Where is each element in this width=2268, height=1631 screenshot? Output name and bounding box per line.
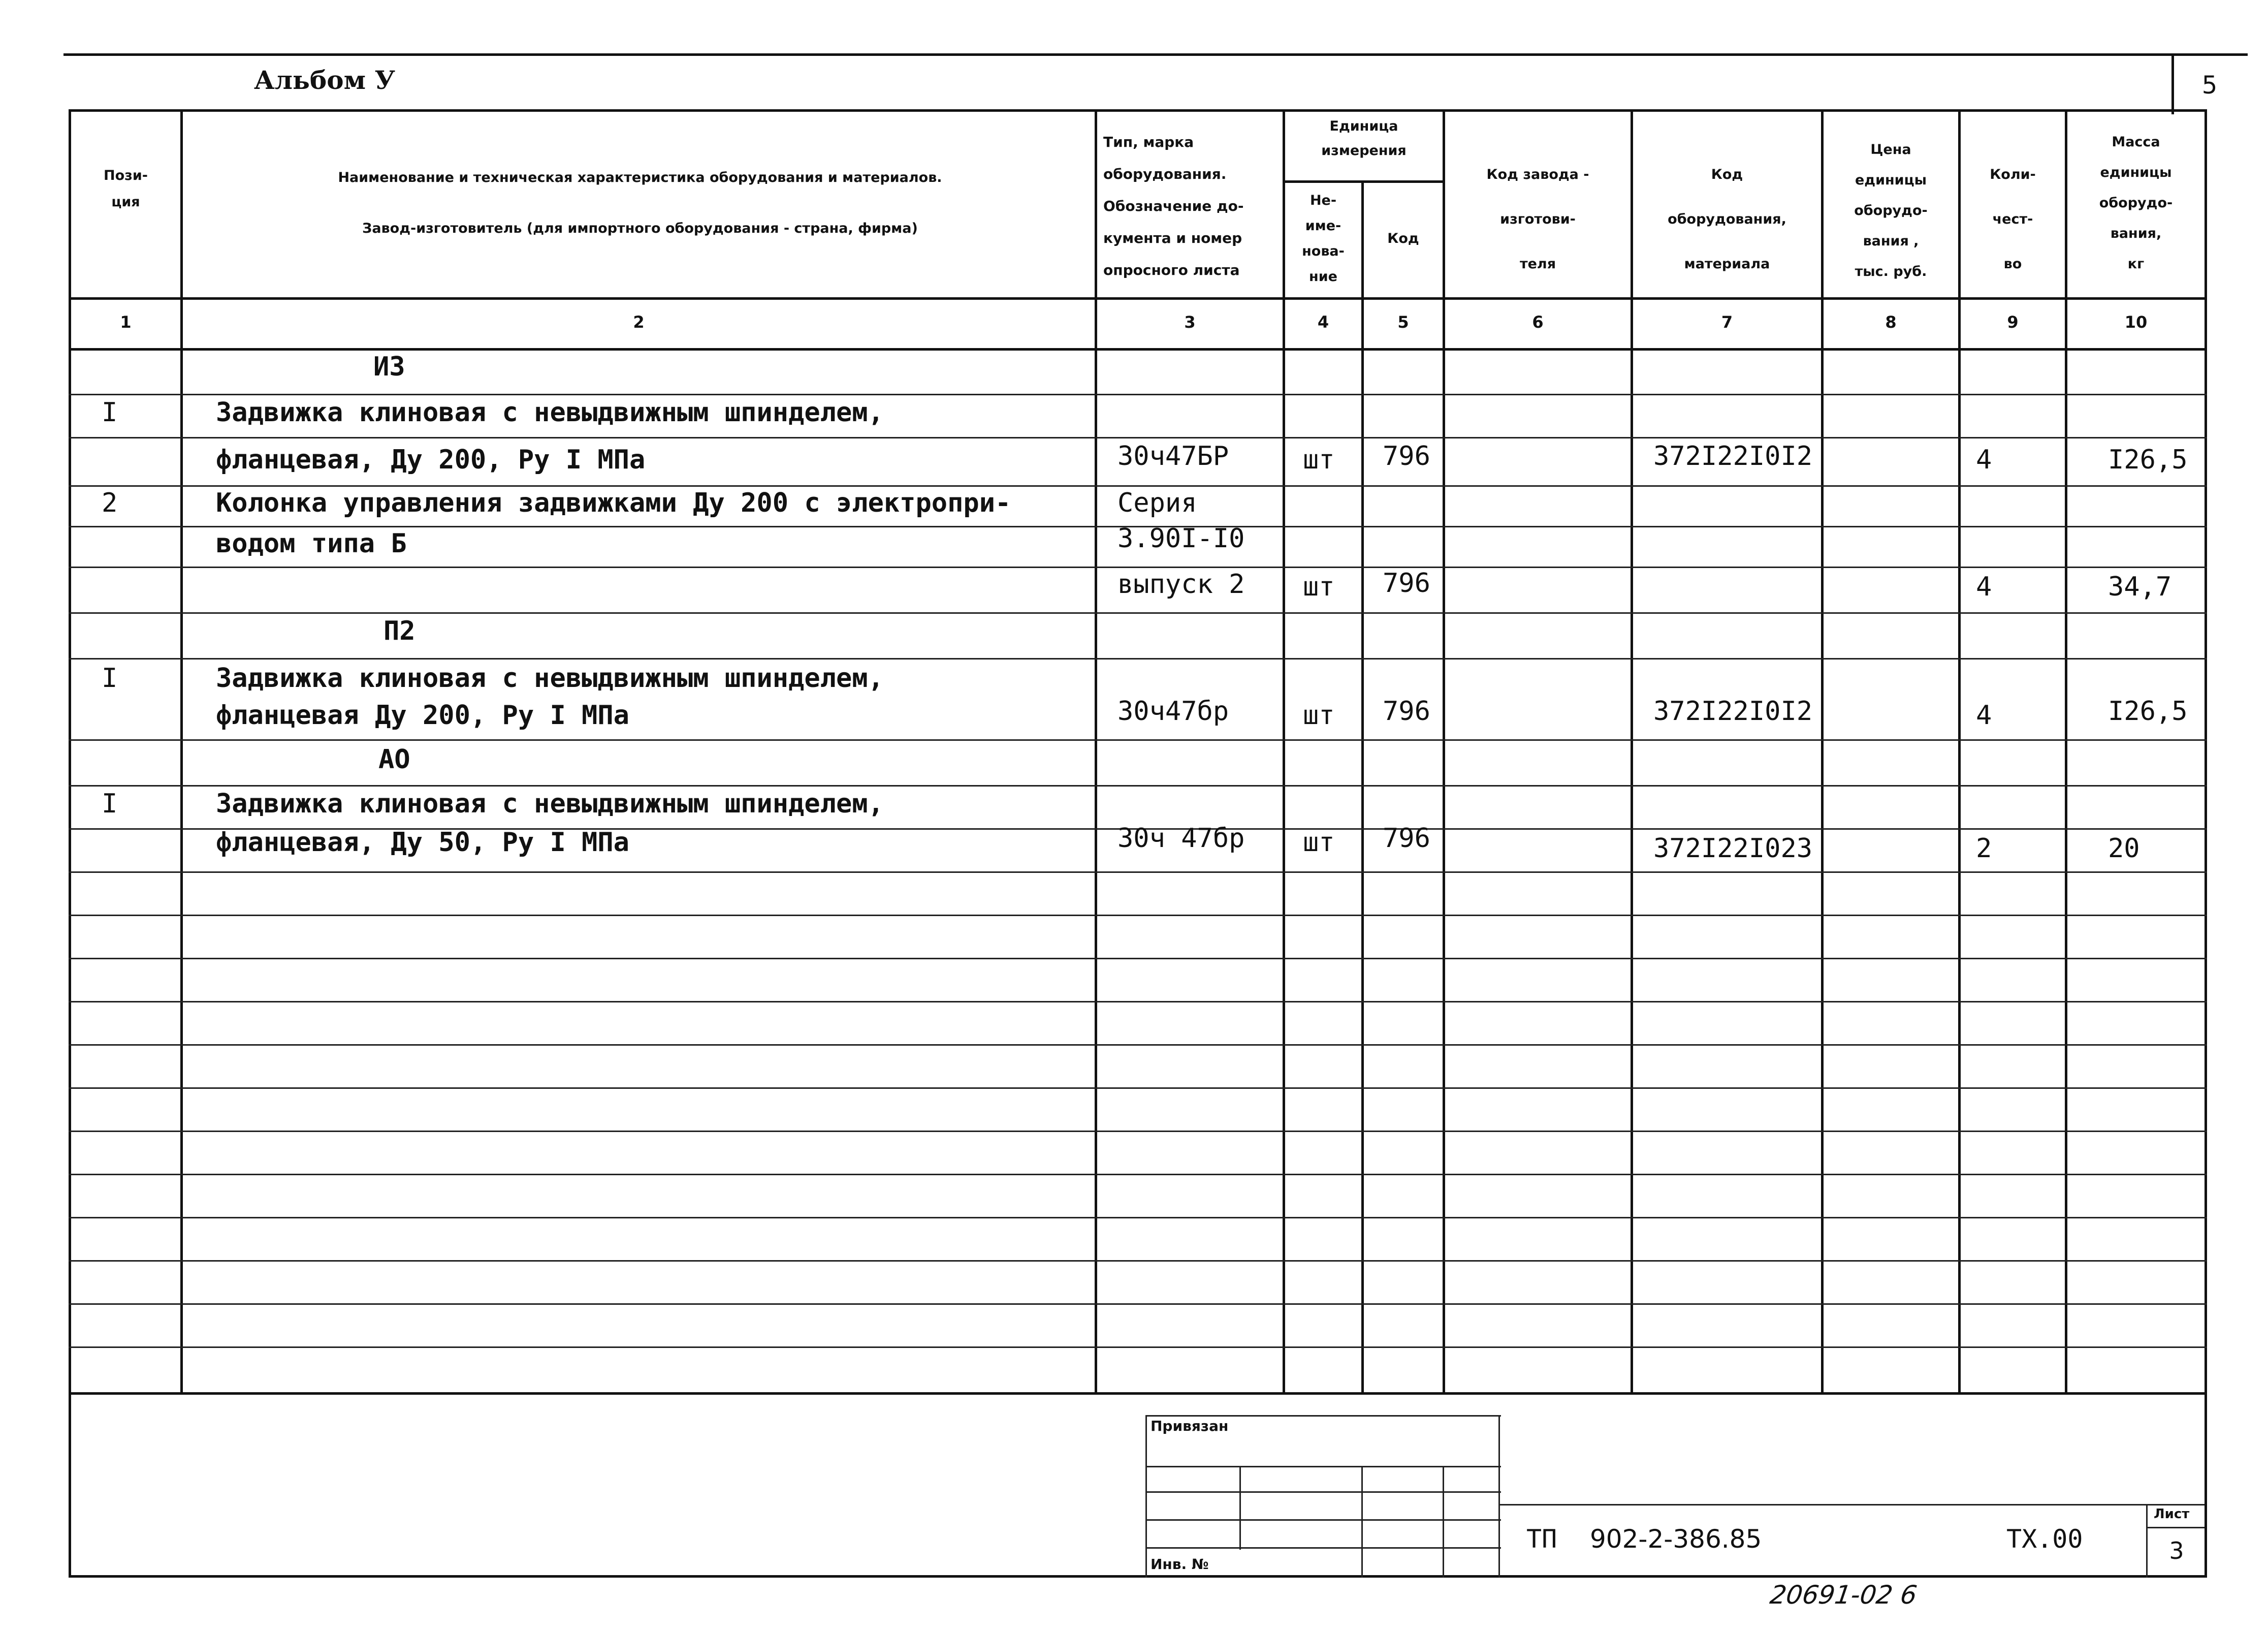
doc-prefix: ТП xyxy=(1526,1524,1557,1554)
name-cell: Задвижка клиновая с невыдвижным шпинделем, xyxy=(216,397,884,428)
mass-cell: 34,7 xyxy=(2108,572,2172,602)
name-cell: фланцевая Ду 200, Ру I МПа xyxy=(216,700,629,731)
type-cell: Серия xyxy=(1117,488,1197,518)
sheet-label: Лист xyxy=(2154,1507,2190,1522)
col-header-4: Не- име- нова- ние xyxy=(1302,193,1345,285)
col-number-6: 6 xyxy=(1532,312,1544,332)
col-number-10: 10 xyxy=(2124,312,2148,332)
unit-cell: шт xyxy=(1303,827,1335,858)
col-header-5: Код xyxy=(1387,231,1419,246)
sheet-box-left xyxy=(2146,1504,2148,1578)
quantity-cell: 2 xyxy=(1976,833,1992,864)
unit-code-cell: 796 xyxy=(1383,823,1430,854)
section-label: П2 xyxy=(384,616,416,646)
position-cell: I xyxy=(102,397,118,428)
unit-cell: шт xyxy=(1303,445,1335,475)
name-cell: фланцевая, Ду 200, Ру I МПа xyxy=(216,445,646,475)
quantity-cell: 4 xyxy=(1976,700,1992,731)
type-cell: 30ч 47бр xyxy=(1117,823,1245,854)
stamp-col xyxy=(1239,1466,1241,1550)
col-number-7: 7 xyxy=(1721,312,1733,332)
stamp-doc-rule xyxy=(1498,1504,2205,1505)
stamp-rule xyxy=(1145,1491,1501,1493)
album-title: Альбом У xyxy=(254,65,396,95)
position-cell: 2 xyxy=(102,488,118,518)
col-header-7: Код оборудования, материала xyxy=(1668,167,1786,272)
stamp-attached-label: Привязан xyxy=(1151,1418,1229,1434)
name-cell: Задвижка клиновая с невыдвижным шпинделем, xyxy=(216,789,884,819)
mass-cell: I26,5 xyxy=(2108,696,2188,727)
stamp-rule xyxy=(1145,1466,1501,1467)
name-cell: фланцевая, Ду 50, Ру I МПа xyxy=(216,827,629,858)
col-number-4: 4 xyxy=(1317,312,1329,332)
name-cell: Колонка управления задвижками Ду 200 с электропри- xyxy=(216,488,1011,518)
unit-code-cell: 796 xyxy=(1383,441,1430,472)
stamp-rule xyxy=(1145,1547,1501,1549)
stamp-rule xyxy=(1145,1415,1501,1417)
col-header-1: Пози- ция xyxy=(104,168,148,210)
stamp-col xyxy=(1443,1466,1444,1578)
mass-cell: 20 xyxy=(2108,833,2140,864)
col-header-6: Код завода - изготови- теля xyxy=(1486,167,1589,272)
stamp-col xyxy=(1361,1466,1363,1578)
section-label: ИЗ xyxy=(373,352,405,382)
stamp-rule xyxy=(1145,1519,1501,1521)
handwritten-note: 20691-02 6 xyxy=(1768,1580,1919,1610)
type-cell: 3.90I-I0 xyxy=(1117,523,1245,554)
unit-code-cell: 796 xyxy=(1383,568,1430,599)
position-cell: I xyxy=(102,663,118,694)
col-number-1: 1 xyxy=(120,312,132,332)
stamp-col xyxy=(1498,1415,1500,1578)
stamp-col xyxy=(1145,1415,1147,1578)
sheet-box-rule xyxy=(2146,1527,2205,1528)
unit-cell: шт xyxy=(1303,700,1335,731)
col-number-3: 3 xyxy=(1184,312,1196,332)
type-cell: 30ч47бр xyxy=(1117,696,1229,727)
doc-number: 902-2-386.85 xyxy=(1590,1524,1762,1554)
col-header-3: Тип, марка оборудования. Обозначение до- кумента и номер опросного листа xyxy=(1103,134,1244,278)
equipment-code-cell: 372I22I023 xyxy=(1653,833,1813,864)
sheet-corner-number: 5 xyxy=(2201,71,2218,100)
type-cell: выпуск 2 xyxy=(1117,569,1245,600)
unit-group-header: Единица измерения xyxy=(1321,118,1407,159)
type-cell: 30ч47БР xyxy=(1117,441,1229,472)
equipment-code-cell: 372I22I0I2 xyxy=(1653,441,1813,472)
col-header-8: Цена единицы оборудо- вания , тыс. руб. xyxy=(1854,142,1928,279)
quantity-cell: 4 xyxy=(1976,572,1992,602)
stamp-inv-label: Инв. № xyxy=(1151,1556,1209,1573)
mass-cell: I26,5 xyxy=(2108,445,2188,475)
col-header-10: Масса единицы оборудо- вания, кг xyxy=(2099,134,2173,272)
col-number-2: 2 xyxy=(633,312,645,332)
col-header-9: Коли- чест- во xyxy=(1990,167,2036,272)
quantity-cell: 4 xyxy=(1976,445,1992,475)
col-number-9: 9 xyxy=(2007,312,2019,332)
unit-cell: шт xyxy=(1303,572,1335,602)
sheet-number: 3 xyxy=(2169,1537,2184,1564)
col-number-8: 8 xyxy=(1885,312,1897,332)
name-cell: Задвижка клиновая с невыдвижным шпинделем, xyxy=(216,663,884,694)
name-cell: водом типа Б xyxy=(216,528,407,559)
col-header-2: Наименование и техническая характеристика оборудования и материалов. Завод-изготовитель (для импортного оборудования - страна, фирма) xyxy=(338,170,942,236)
doc-section: ТХ.00 xyxy=(2006,1524,2083,1554)
equipment-code-cell: 372I22I0I2 xyxy=(1653,696,1813,727)
unit-code-cell: 796 xyxy=(1383,696,1430,727)
section-label: АО xyxy=(378,744,410,775)
col-number-5: 5 xyxy=(1397,312,1409,332)
position-cell: I xyxy=(102,789,118,819)
